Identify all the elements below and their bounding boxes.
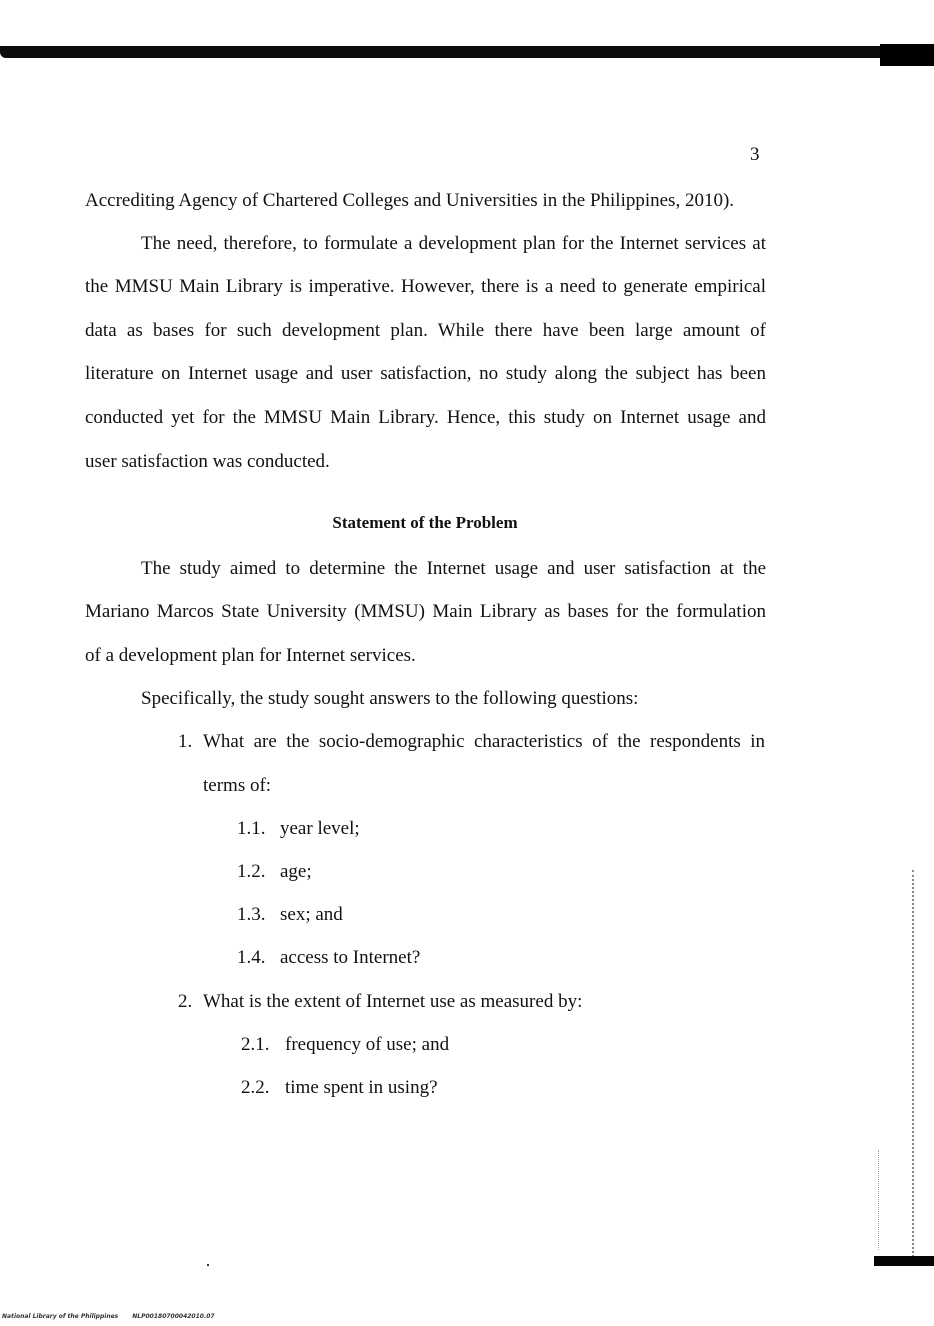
subitem-1-1-number: 1.1. [237, 818, 266, 839]
scan-edge-bar [0, 46, 884, 58]
scan-footer [2, 1313, 215, 1320]
scan-bottom-corner [874, 1256, 934, 1266]
subitem-2-2-number: 2.2. [241, 1077, 270, 1098]
scan-right-edge [912, 870, 916, 1265]
paragraph-2-line-1: The need, therefore, to formulate a development plan for the Internet services at [141, 233, 766, 254]
question-2-text-line-1: What is the extent of Internet use as measured by: [203, 991, 583, 1012]
paragraph-3-line-1: The study aimed to determine the Internet usage and user satisfaction at the [141, 558, 766, 579]
scan-speck [207, 1264, 209, 1266]
paragraph-3-line-3: of a development plan for Internet services. [85, 645, 416, 666]
paragraph-2-line-4: literature on Internet usage and user satisfaction, no study along the subject has been [85, 363, 766, 384]
footer-code: NLP00180700042010.07 [132, 1313, 215, 1320]
paragraph-1-line-1: Accrediting Agency of Chartered Colleges and Universities in the Philippines, 2010). [85, 190, 735, 211]
scan-right-edge-faint [878, 1150, 880, 1250]
scan-edge-corner [880, 44, 934, 66]
paragraph-2-line-2: the MMSU Main Library is imperative. However, there is a need to generate empirical [85, 276, 766, 297]
subitem-2-1-number: 2.1. [241, 1034, 270, 1055]
paragraph-3-line-2: Mariano Marcos State University (MMSU) Main Library as bases for the formulation [85, 601, 766, 622]
subitem-2-1-text: frequency of use; and [285, 1034, 450, 1055]
subitem-1-2-text: age; [280, 861, 312, 882]
question-1-number: 1. [178, 731, 193, 752]
questions-intro: Specifically, the study sought answers to the following questions: [141, 688, 639, 709]
subitem-1-3-number: 1.3. [237, 904, 266, 925]
question-1-text-line-1: What are the socio-demographic characteristics of the respondents in [203, 731, 765, 752]
subitem-1-3-text: sex; and [280, 904, 343, 925]
subitem-1-1-text: year level; [280, 818, 360, 839]
question-1-text-line-2: terms of: [203, 775, 272, 796]
page-number: 3 [750, 144, 760, 165]
subitem-1-4-text: access to Internet? [280, 947, 421, 968]
subitem-1-4-number: 1.4. [237, 947, 266, 968]
section-heading: Statement of the Problem [332, 513, 518, 532]
question-2-number: 2. [178, 991, 193, 1012]
subitem-2-2-text: time spent in using? [285, 1077, 438, 1098]
subitem-1-2-number: 1.2. [237, 861, 266, 882]
paragraph-2-line-6: user satisfaction was conducted. [85, 451, 330, 472]
paragraph-2-line-5: conducted yet for the MMSU Main Library. Hence, this study on Internet usage and [85, 407, 766, 428]
footer-source: National Library of the Philippines [2, 1313, 119, 1320]
paragraph-2-line-3: data as bases for such development plan. While there have been large amount of [85, 320, 766, 341]
